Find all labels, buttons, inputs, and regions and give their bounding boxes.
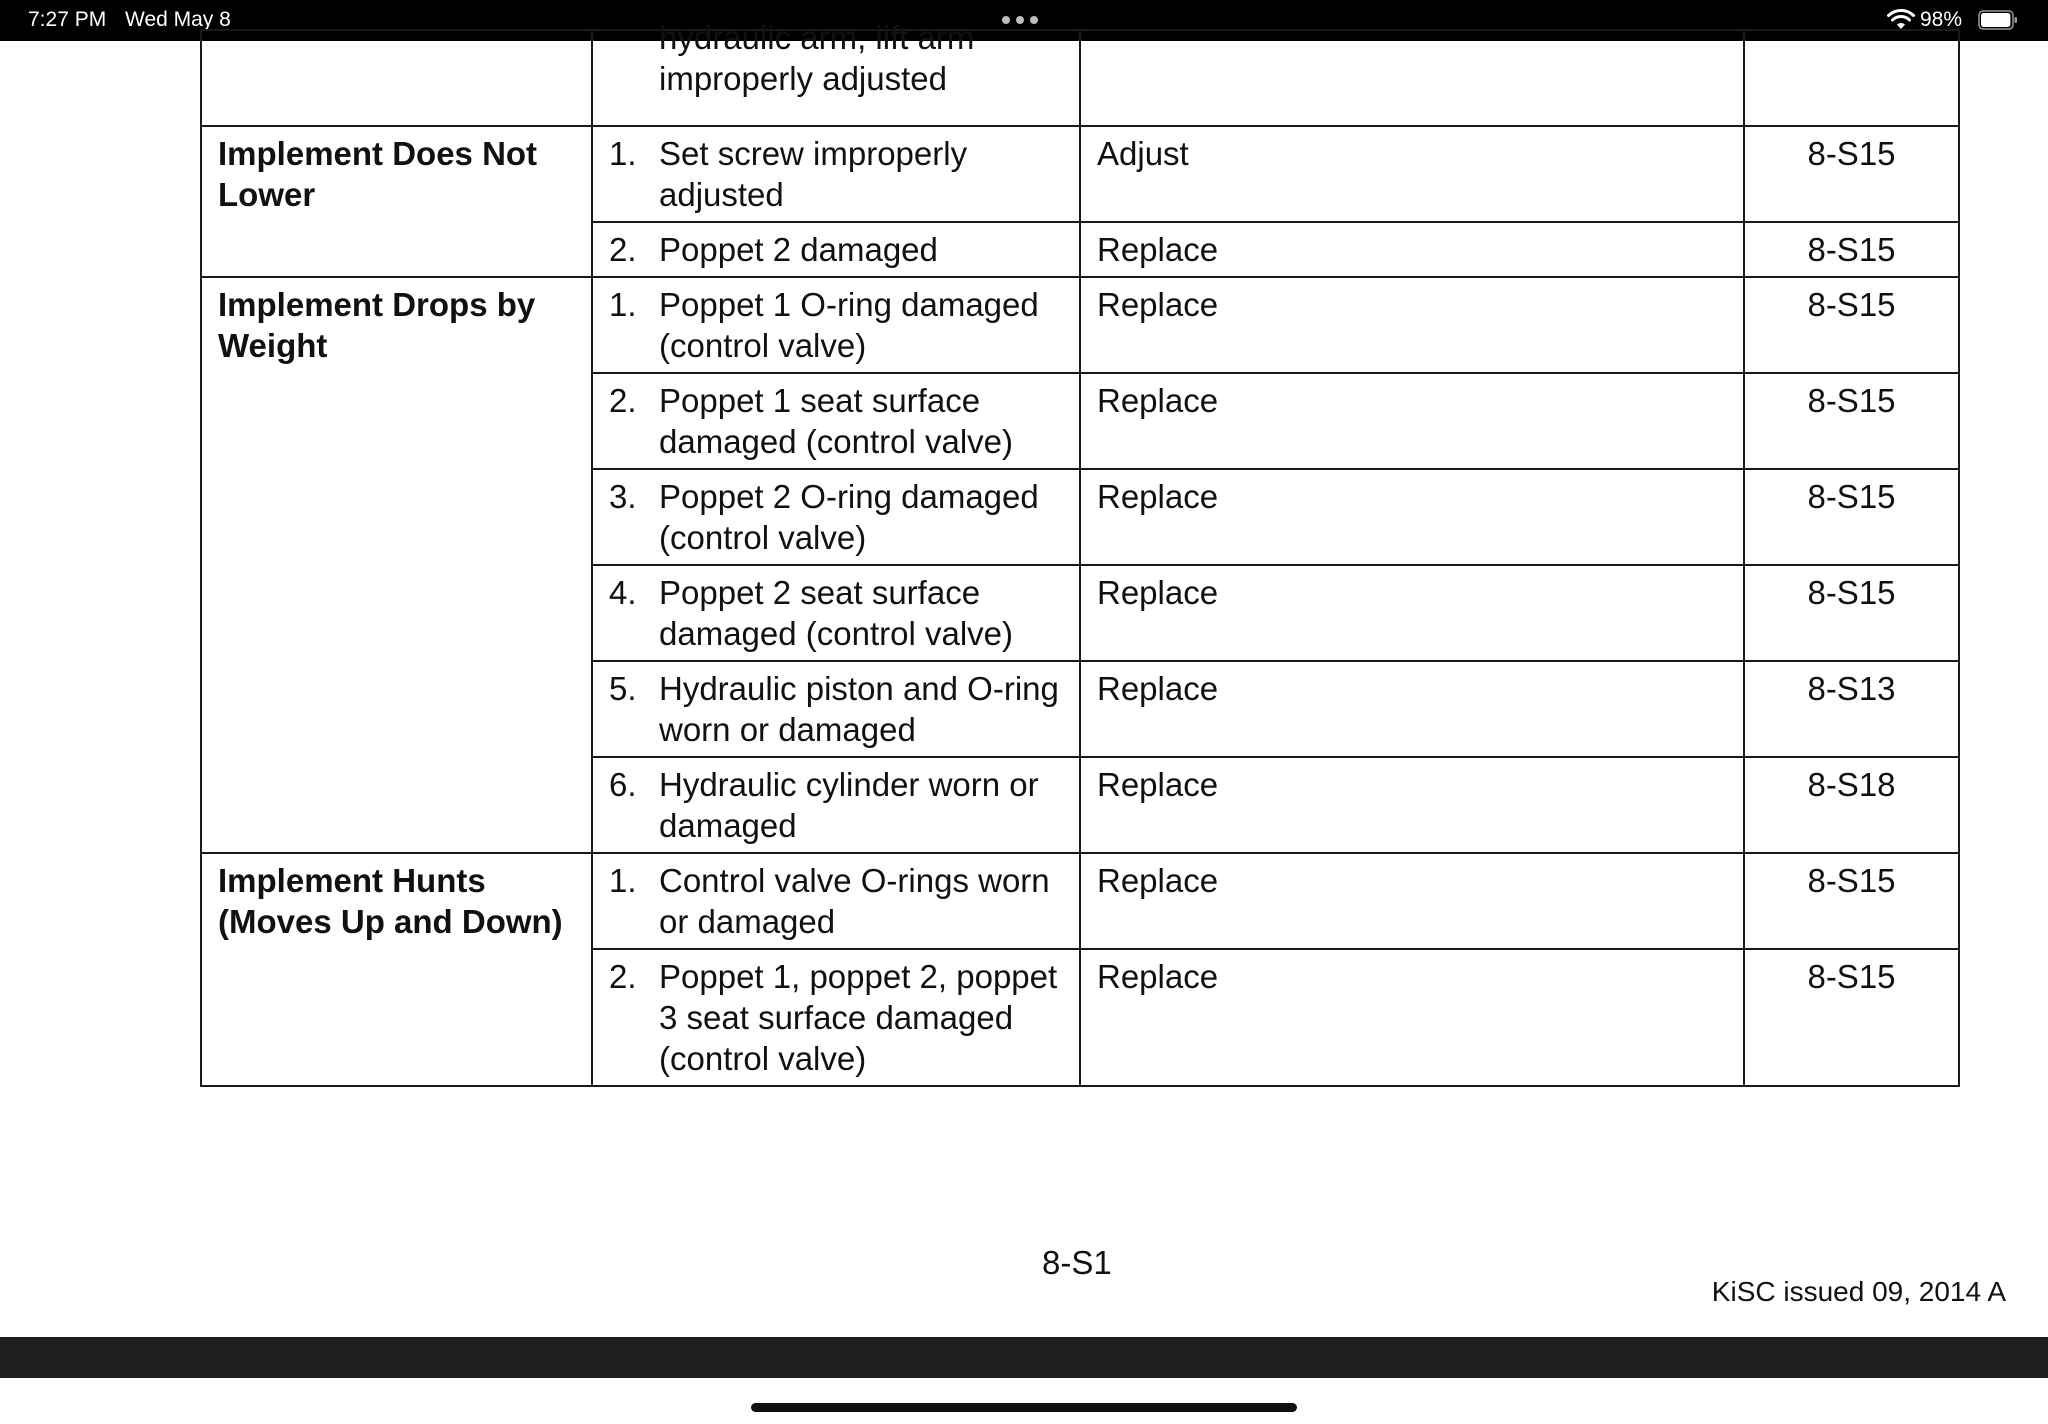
cause-cell — [592, 565, 1080, 661]
troubleshooting-table — [200, 19, 1960, 1087]
reference-cell — [1744, 30, 1959, 126]
reference-cell: 8-S18 — [1744, 757, 1959, 853]
table-row — [201, 853, 1959, 949]
cause-cell — [592, 469, 1080, 565]
cause-text: Poppet 2 damaged — [659, 231, 938, 268]
cause-text: Hydraulic piston and O-ring worn or damaged — [659, 670, 1059, 748]
symptom-cell: Implement Does Not Lower — [201, 126, 592, 277]
cause-cell — [592, 222, 1080, 277]
reference-cell: 8-S15 — [1744, 222, 1959, 277]
cause-number: 5. — [609, 670, 637, 707]
cause-cell — [592, 661, 1080, 757]
status-date: Wed May 8 — [125, 8, 231, 31]
cause-text: Poppet 1, poppet 2, poppet 3 seat surface damaged (control valve) — [659, 958, 1058, 1077]
cause-text: Poppet 2 O-ring damaged (control valve) — [659, 478, 1039, 556]
bottom-toolbar — [0, 1337, 2048, 1378]
cause-cell — [592, 277, 1080, 373]
cause-cell — [592, 949, 1080, 1086]
cause-text: Hydraulic cylinder worn or damaged — [659, 766, 1039, 844]
reference-cell: 8-S15 — [1744, 949, 1959, 1086]
cause-cell — [592, 757, 1080, 853]
reference-cell: 8-S15 — [1744, 469, 1959, 565]
home-indicator[interactable] — [751, 1403, 1297, 1412]
table-row-partial — [201, 30, 1959, 126]
cause-number: 6. — [609, 766, 637, 803]
cause-number: 1. — [609, 135, 637, 172]
countermeasure-cell: Replace — [1080, 661, 1744, 757]
symptom-cell: Implement Drops by Weight — [201, 277, 592, 853]
countermeasure-cell: Replace — [1080, 853, 1744, 949]
reference-cell: 8-S15 — [1744, 277, 1959, 373]
reference-cell: 8-S15 — [1744, 853, 1959, 949]
table-row — [201, 126, 1959, 222]
countermeasure-cell: Replace — [1080, 565, 1744, 661]
issue-line: KiSC issued 09, 2014 A — [1711, 1276, 2006, 1307]
cause-text: Poppet 1 O-ring damaged (control valve) — [659, 286, 1039, 364]
reference-cell: 8-S15 — [1744, 126, 1959, 222]
countermeasure-cell: Replace — [1080, 373, 1744, 469]
cause-number: 1. — [609, 286, 637, 323]
battery-percent: 98% — [1920, 8, 1963, 31]
cause-number: 1. — [609, 862, 637, 899]
cause-text: Set screw improperly adjusted — [659, 135, 968, 213]
cause-cell — [592, 126, 1080, 222]
cause-number: 2. — [609, 958, 637, 995]
troubleshooting-table-body — [201, 19, 1959, 1086]
cause-line: improperly adjusted — [659, 60, 947, 97]
clipped-cause-line: hydraulic arm, lift arm — [659, 19, 975, 56]
symptom-cell — [201, 30, 592, 126]
page-number: 8-S1 — [1042, 1244, 1112, 1281]
countermeasure-cell: Replace — [1080, 757, 1744, 853]
cause-number: 2. — [609, 231, 637, 268]
cause-cell — [592, 19, 1080, 126]
cause-number: 2. — [609, 382, 637, 419]
countermeasure-cell: Replace — [1080, 277, 1744, 373]
cause-text: Control valve O-rings worn or damaged — [659, 862, 1050, 940]
table-row — [201, 277, 1959, 373]
countermeasure-cell: Replace — [1080, 222, 1744, 277]
battery-icon — [1978, 10, 2018, 30]
home-area — [0, 1378, 2048, 1424]
countermeasure-cell — [1080, 30, 1744, 126]
countermeasure-cell: Replace — [1080, 949, 1744, 1086]
reference-cell: 8-S15 — [1744, 565, 1959, 661]
cause-text: Poppet 1 seat surface damaged (control valve) — [659, 382, 1014, 460]
countermeasure-cell: Replace — [1080, 469, 1744, 565]
symptom-cell: Implement Hunts (Moves Up and Down) — [201, 853, 592, 1086]
cause-number: 4. — [609, 574, 637, 611]
cause-cell — [592, 373, 1080, 469]
status-time: 7:27 PM — [28, 8, 107, 31]
reference-cell: 8-S13 — [1744, 661, 1959, 757]
countermeasure-cell: Adjust — [1080, 126, 1744, 222]
cause-cell — [592, 853, 1080, 949]
cause-number: 3. — [609, 478, 637, 515]
reference-cell: 8-S15 — [1744, 373, 1959, 469]
cause-text: Poppet 2 seat surface damaged (control valve) — [659, 574, 1014, 652]
wifi-icon — [1887, 9, 1915, 31]
